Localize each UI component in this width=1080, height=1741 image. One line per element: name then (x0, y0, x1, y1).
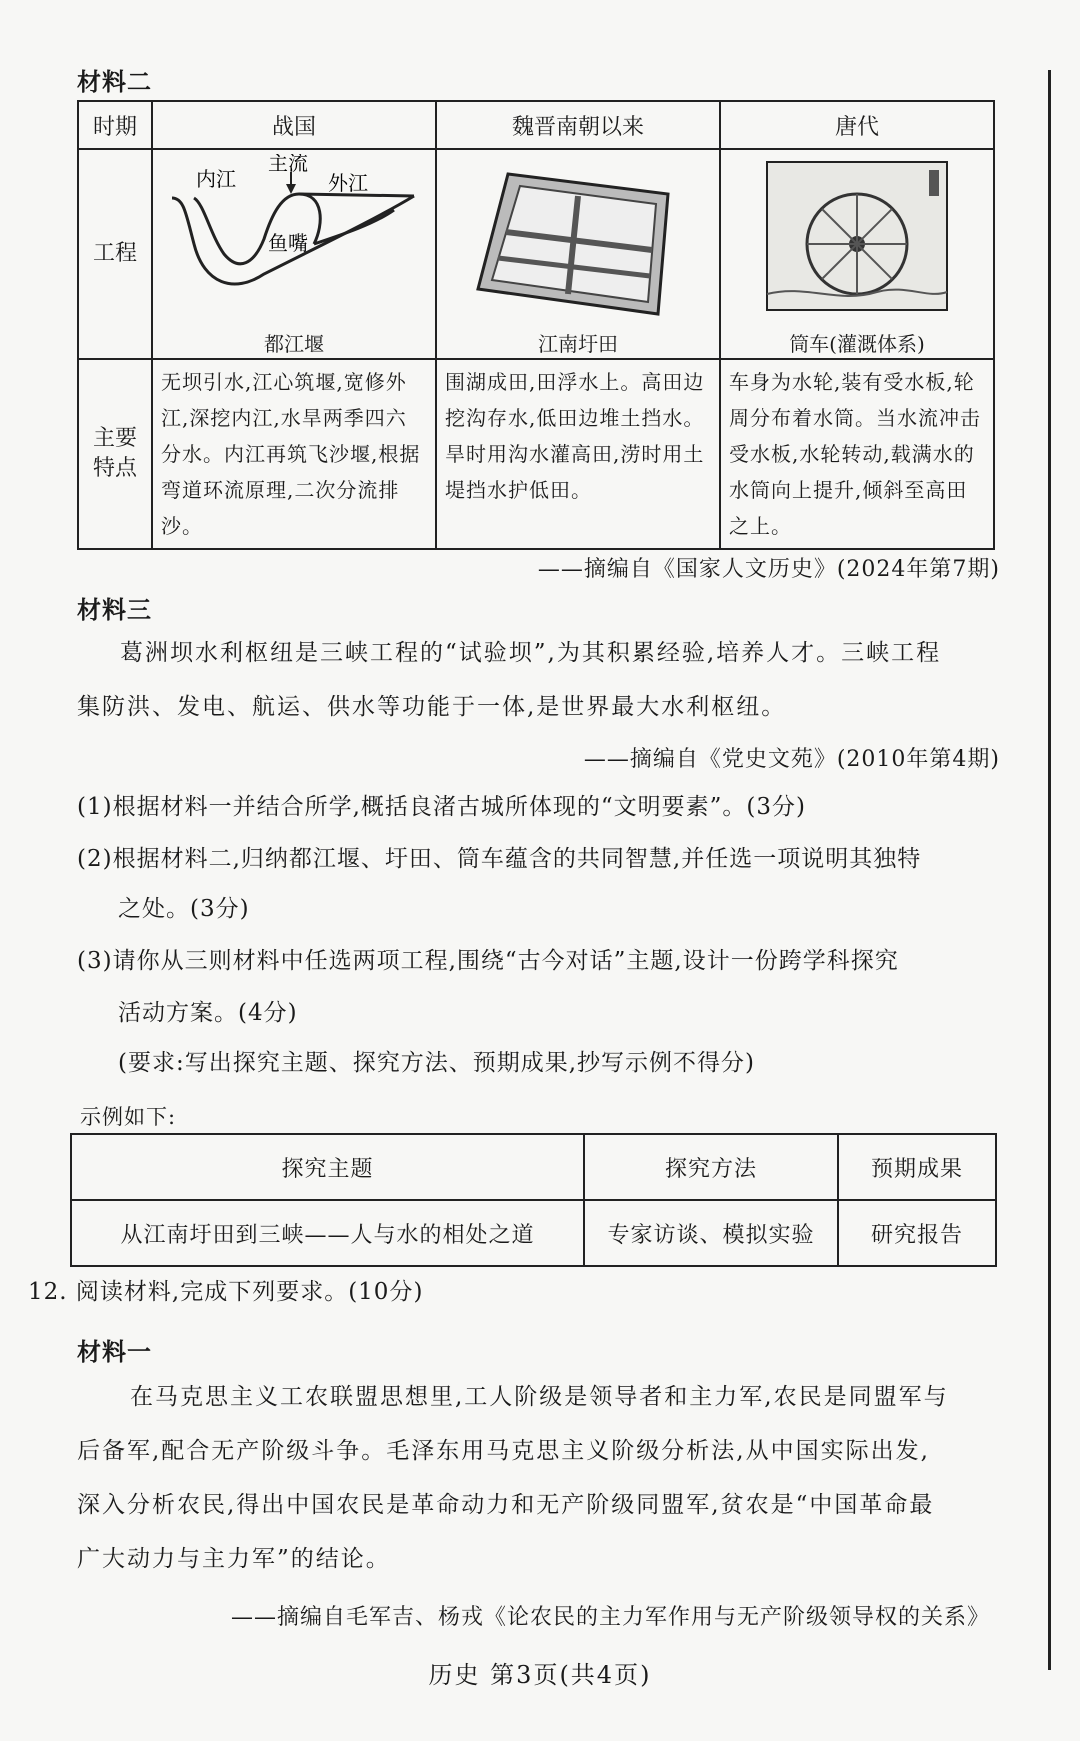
period-label: 时期 (78, 101, 152, 149)
q12-line1: 在马克思主义工农联盟思想里,工人阶级是领导者和主力军,农民是同盟军与 (130, 1384, 949, 1410)
tongche-cell (720, 149, 994, 359)
col-wei-jin: 魏晋南朝以来 (436, 101, 720, 149)
q12-line3: 深入分析农民,得出中国农民是革命动力和无产阶级同盟军,贫农是“中国革命最 (77, 1492, 935, 1518)
material2-table (77, 100, 995, 550)
question-2-line1: (2)根据材料二,归纳都江堰、圩田、筒车蕴含的共同智慧,并任选一项说明其独特 (77, 846, 922, 872)
question-12-title: 12. 阅读材料,完成下列要求。(10分) (28, 1279, 424, 1305)
material2-source: ——摘编自《国家人文历史》(2024年第7期) (537, 557, 1000, 582)
dujiangyan-cell (152, 149, 436, 359)
feature-dujiangyan: 无坝引水,江心筑堰,宽修外江,深挖内江,水旱两季四六分水。内江再筑飞沙堰,根据弯道环流原理,二次分流排沙。 (152, 359, 436, 549)
question-3-line1: (3)请你从三则材料中任选两项工程,围绕“古今对话”主题,设计一份跨学科探究 (77, 948, 899, 974)
question-2-line2: 之处。(3分) (118, 896, 250, 922)
material3-line1: 葛洲坝水利枢纽是三峡工程的“试验坝”,为其积累经验,培养人才。三峡工程 (120, 640, 942, 666)
example-outcome: 研究报告 (838, 1200, 996, 1266)
label-inner-river: 内江 (196, 167, 236, 191)
features-label-line2: 特点 (92, 456, 137, 481)
dujiangyan-caption: 都江堰 (264, 332, 324, 356)
features-label-line1: 主要 (92, 426, 137, 451)
question-3-requirement: (要求:写出探究主题、探究方法、预期成果,抄写示例不得分) (118, 1050, 756, 1076)
q12-line2: 后备军,配合无产阶级斗争。毛泽东用马克思主义阶级分析法,从中国实际出发, (77, 1438, 930, 1464)
example-label: 示例如下: (80, 1105, 177, 1129)
example-method: 专家访谈、模拟实验 (584, 1200, 838, 1266)
material3-source: ——摘编自《党史文苑》(2010年第4期) (583, 747, 1000, 772)
example-header-method: 探究方法 (584, 1134, 838, 1200)
q12-source: ——摘编自毛军吉、杨戎《论农民的主力军作用与无产阶级领导权的关系》 (230, 1605, 990, 1630)
tongche-illustration (747, 154, 967, 320)
material3-line2: 集防洪、发电、航运、供水等功能于一体,是世界最大水利枢纽。 (77, 694, 787, 720)
q12-line4: 广大动力与主力军”的结论。 (77, 1546, 391, 1572)
label-yuzui: 鱼嘴 (268, 231, 308, 255)
col-warring-states: 战国 (152, 101, 436, 149)
label-outer-river: 外江 (328, 171, 368, 195)
tongche-caption: 筒车(灌溉体系) (789, 332, 925, 356)
margin-rule (1048, 70, 1051, 1670)
weitian-cell (436, 149, 720, 359)
col-tang: 唐代 (720, 101, 994, 149)
engineering-label: 工程 (78, 149, 152, 359)
q12-material1-heading: 材料一 (77, 1337, 152, 1366)
feature-tongche: 车身为水轮,装有受水板,轮周分布着水筒。当水流冲击受水板,水轮转动,载满水的水筒向上提升,倾斜至高田之上。 (720, 359, 994, 549)
feature-weitian: 围湖成田,田浮水上。高田边挖沟存水,低田边堆土挡水。旱时用沟水灌高田,涝时用土堤挡水护低田。 (436, 359, 720, 549)
material3-heading: 材料三 (77, 595, 152, 624)
question-3-line2: 活动方案。(4分) (118, 1000, 298, 1026)
dujiangyan-diagram (164, 154, 424, 320)
weitian-caption: 江南圩田 (538, 332, 618, 356)
question-1: (1)根据材料一并结合所学,概括良渚古城所体现的“文明要素”。(3分) (77, 794, 806, 820)
example-header-outcome: 预期成果 (838, 1134, 996, 1200)
features-label (78, 359, 152, 549)
example-header-topic: 探究主题 (71, 1134, 584, 1200)
material2-heading: 材料二 (77, 67, 152, 96)
weitian-illustration (468, 154, 688, 320)
label-main-stream: 主流 (268, 154, 308, 175)
page-footer: 历史 第3页(共4页) (428, 1661, 652, 1689)
example-topic: 从江南圩田到三峡——人与水的相处之道 (71, 1200, 584, 1266)
example-table (70, 1133, 997, 1267)
